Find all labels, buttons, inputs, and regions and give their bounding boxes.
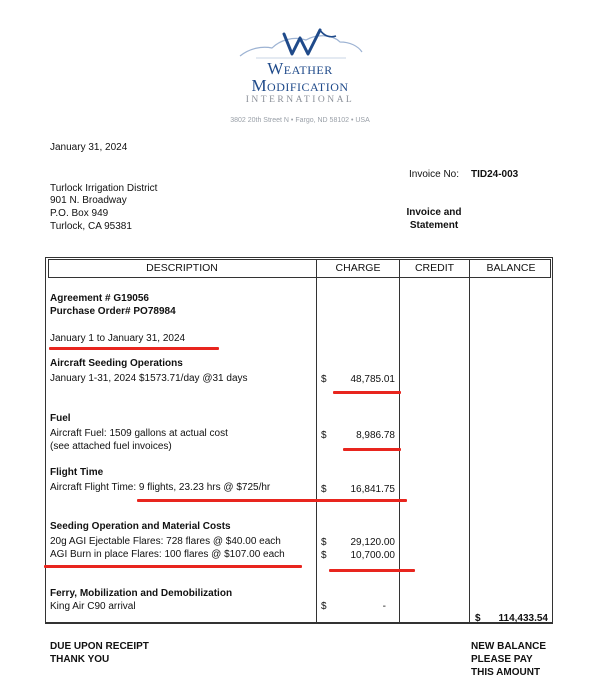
charge-burn-in-place-flares: 10,700.00 bbox=[350, 550, 395, 561]
currency-symbol: $ bbox=[321, 374, 327, 385]
red-underline-flight-time bbox=[137, 499, 407, 502]
purchase-order-number: Purchase Order# PO78984 bbox=[50, 306, 176, 317]
invoice-date: January 31, 2024 bbox=[50, 142, 128, 153]
charge-ejectable-flares: 29,120.00 bbox=[350, 537, 395, 548]
section-title-seeding-operations: Aircraft Seeding Operations bbox=[50, 358, 183, 369]
footer-please-pay: PLEASE PAY bbox=[471, 654, 533, 665]
invoice-number-label: Invoice No: bbox=[409, 169, 460, 180]
line-item-flight-hours: Aircraft Flight Time: 9 flights, 23.23 hrs @ $725/hr bbox=[50, 482, 271, 493]
footer-this-amount: THIS AMOUNT bbox=[471, 667, 541, 678]
line-item-fuel-gallons: Aircraft Fuel: 1509 gallons at actual cost bbox=[50, 428, 228, 439]
red-underline-seeding-charge bbox=[333, 391, 401, 394]
column-header-charge: CHARGE bbox=[335, 262, 381, 274]
statement-title-line2: Statement bbox=[409, 220, 459, 231]
footer-due-upon-receipt: DUE UPON RECEIPT bbox=[50, 641, 149, 652]
charge-flight-time: 16,841.75 bbox=[350, 484, 395, 495]
column-header-balance: BALANCE bbox=[486, 262, 536, 274]
line-item-ejectable-flares: 20g AGI Ejectable Flares: 728 flares @ $40.00 each bbox=[50, 536, 281, 547]
column-divider-balance bbox=[469, 259, 470, 623]
currency-symbol: $ bbox=[321, 484, 327, 495]
balance-currency-symbol: $ bbox=[475, 613, 481, 624]
logo-wordmark-international: INTERNATIONAL bbox=[245, 95, 355, 105]
logo-wordmark-weather: Weather bbox=[267, 59, 333, 78]
line-item-seeding-days: January 1-31, 2024 $1573.71/day @31 days bbox=[50, 373, 248, 384]
column-header-description: DESCRIPTION bbox=[146, 262, 218, 274]
column-divider-charge bbox=[316, 259, 317, 623]
charge-fuel: 8,986.78 bbox=[356, 430, 395, 441]
currency-symbol: $ bbox=[321, 601, 327, 612]
section-title-flight-time: Flight Time bbox=[50, 467, 104, 478]
agreement-number: Agreement # G19056 bbox=[50, 293, 149, 304]
line-item-fuel-note: (see attached fuel invoices) bbox=[50, 441, 172, 452]
section-title-ferry-mobilization: Ferry, Mobilization and Demobilization bbox=[50, 588, 233, 599]
line-item-burn-in-place-flares: AGI Burn in place Flares: 100 flares @ $107.00 each bbox=[50, 549, 285, 560]
footer-thank-you: THANK YOU bbox=[50, 654, 110, 665]
red-underline-material-charges bbox=[329, 569, 415, 572]
bill-to-name: Turlock Irrigation District bbox=[50, 183, 158, 194]
currency-symbol: $ bbox=[321, 550, 327, 561]
charge-ferry-mobilization: - bbox=[382, 601, 386, 612]
column-header-credit: CREDIT bbox=[414, 262, 455, 274]
logo-wordmark-modification: Modification bbox=[251, 76, 349, 95]
footer-new-balance: NEW BALANCE bbox=[471, 641, 546, 652]
line-item-king-air-arrival: King Air C90 arrival bbox=[50, 601, 136, 612]
bill-to-city: Turlock, CA 95381 bbox=[50, 221, 132, 232]
section-title-fuel: Fuel bbox=[50, 413, 71, 424]
statement-title-line1: Invoice and bbox=[406, 207, 462, 218]
red-underline-fuel-charge bbox=[343, 448, 401, 451]
invoice-number: TID24-003 bbox=[471, 169, 519, 180]
section-title-material-costs: Seeding Operation and Material Costs bbox=[50, 521, 231, 532]
charge-seeding-operations: 48,785.01 bbox=[350, 374, 395, 385]
billing-period: January 1 to January 31, 2024 bbox=[50, 333, 186, 344]
currency-symbol: $ bbox=[321, 430, 327, 441]
currency-symbol: $ bbox=[321, 537, 327, 548]
bill-to-street: 901 N. Broadway bbox=[50, 195, 127, 206]
total-balance: 114,433.54 bbox=[498, 613, 548, 624]
company-address: 3802 20th Street N • Fargo, ND 58102 • USA bbox=[230, 117, 370, 124]
red-underline-material-lines bbox=[44, 565, 302, 568]
red-underline-period bbox=[49, 347, 219, 350]
bill-to-po-box: P.O. Box 949 bbox=[50, 208, 109, 219]
